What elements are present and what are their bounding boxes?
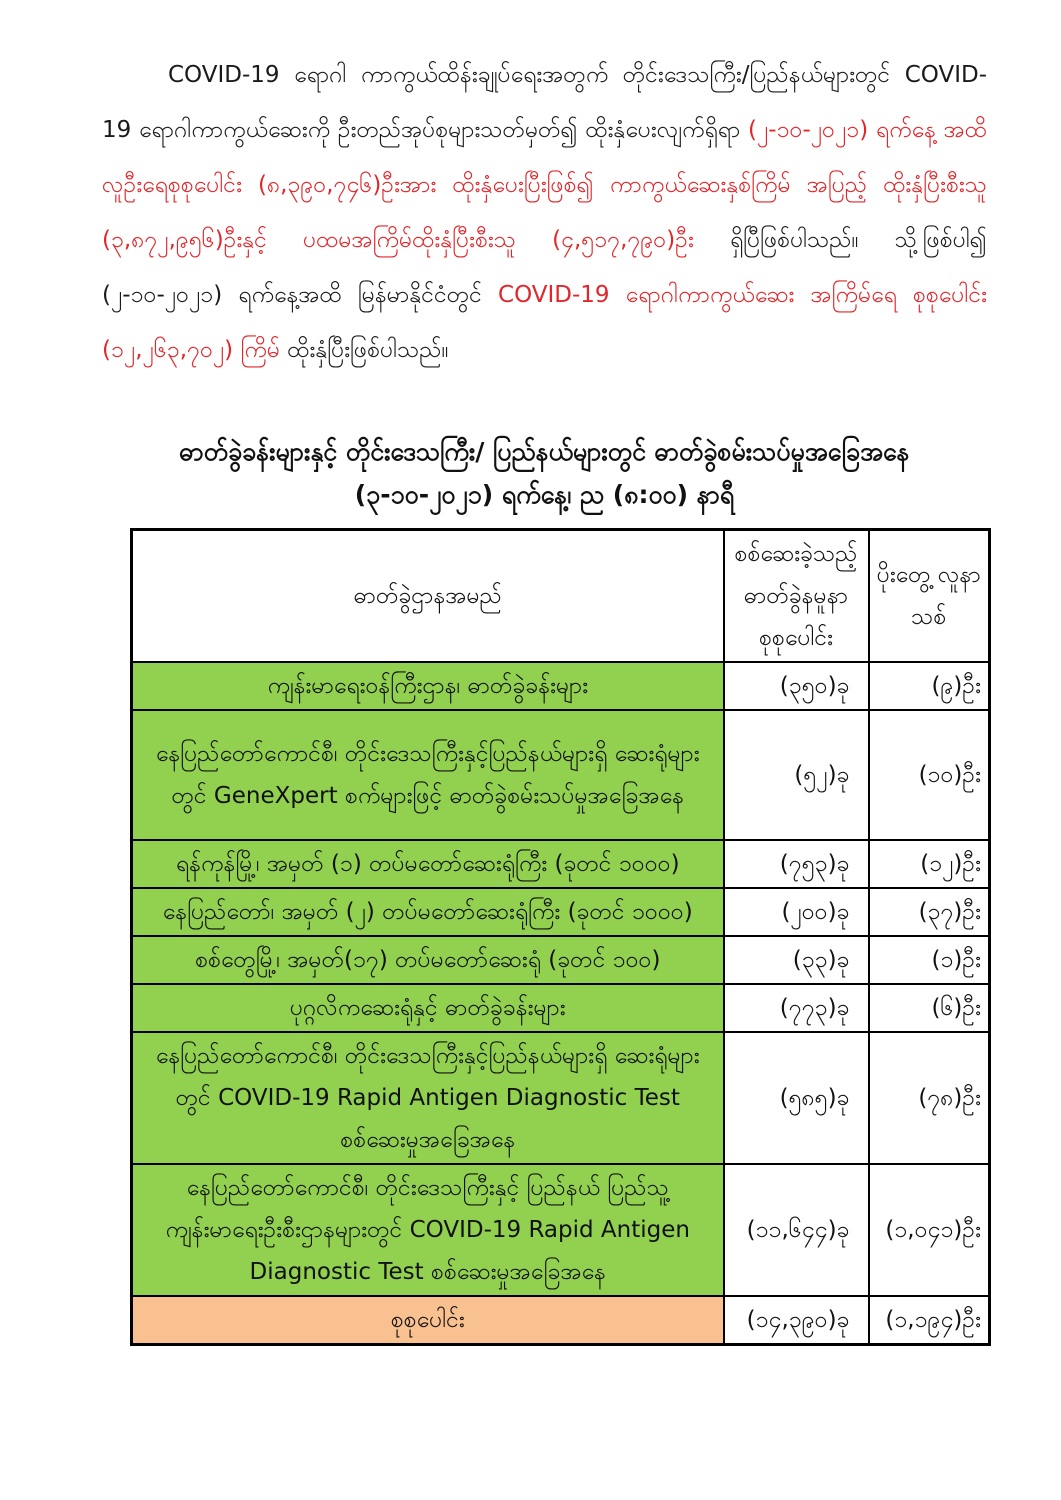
samples-cell: (၃၅၀)ခု bbox=[724, 662, 869, 710]
samples-cell: (၁၁,၆၄၄)ခု bbox=[724, 1164, 869, 1296]
table-header-row bbox=[132, 530, 990, 663]
positives-cell: (၁၀)ဦး bbox=[869, 710, 990, 840]
lab-name-cell: နေပြည်တော်၊ အမှတ် (၂) တပ်မတော်ဆေးရုံကြီး (ခုတင် ၁၀၀၀) bbox=[132, 888, 724, 936]
samples-cell: (၅၈၅)ခု bbox=[724, 1032, 869, 1164]
total-positives-cell: (၁,၁၉၄)ဦး bbox=[869, 1296, 990, 1345]
positives-cell: (၁)ဦး bbox=[869, 936, 990, 984]
table-row bbox=[132, 1032, 990, 1164]
table-row bbox=[132, 888, 990, 936]
lab-name-cell: နေပြည်တော်ကောင်စီ၊ တိုင်းဒေသကြီးနှင့် ပြည်နယ် ပြည်သူ့ကျန်းမာရေးဦးစီးဌာနများတွင် COVID-19 Rapid Antigen Diagnostic Test စစ်ဆေးမှုအခြေအနေ bbox=[132, 1164, 724, 1296]
samples-cell: (၅၂)ခု bbox=[724, 710, 869, 840]
table-row bbox=[132, 1164, 990, 1296]
intro-paragraph bbox=[102, 48, 987, 378]
lab-name-cell: ပုဂ္ဂလိကဆေးရုံနှင့် ဓာတ်ခွဲခန်းများ bbox=[132, 984, 724, 1032]
samples-cell: (၇၅၃)ခု bbox=[724, 840, 869, 888]
table-row bbox=[132, 710, 990, 840]
positives-cell: (၇၈)ဦး bbox=[869, 1032, 990, 1164]
total-samples-cell: (၁၄,၃၉၀)ခု bbox=[724, 1296, 869, 1345]
lab-testing-table bbox=[130, 528, 991, 1346]
samples-cell: (၃၃)ခု bbox=[724, 936, 869, 984]
intro-segment-1: COVID-19 ရောဂါ ကာကွယ်ထိန်းချုပ်ရေးအတွက် တိုင်းဒေသကြီး/ပြည်နယ်များတွင် COVID-19 ရောဂါကာကွယ်ဆေးကို ဦးတည်အုပ်စုများသတ်မှတ်၍ ထိုးနှံပေးလျက်ရှိရာ bbox=[102, 62, 987, 143]
lab-name-cell: ကျန်းမာရေးဝန်ကြီးဌာန၊ ဓာတ်ခွဲခန်းများ bbox=[132, 662, 724, 710]
lab-name-cell: ရန်ကုန်မြို့၊ အမှတ် (၁) တပ်မတော်ဆေးရုံကြီး (ခုတင် ၁၀၀၀) bbox=[132, 840, 724, 888]
positives-cell: (၉)ဦး bbox=[869, 662, 990, 710]
intro-segment-4: COVID-19 ရောဂါကာကွယ်ဆေး အကြိမ်ရေ စုစုပေါင်း (၁၂,၂၆၃,၇၀၂) ကြိမ် bbox=[102, 282, 987, 363]
header-total-samples: စစ်ဆေးခဲ့သည့် ဓာတ်ခွဲနမူနာ စုစုပေါင်း bbox=[724, 530, 869, 663]
samples-cell: (၇၇၃)ခု bbox=[724, 984, 869, 1032]
header-lab-name: ဓာတ်ခွဲဌာနအမည် bbox=[132, 530, 724, 663]
samples-cell: (၂၀၀)ခု bbox=[724, 888, 869, 936]
positives-cell: (၁၂)ဦး bbox=[869, 840, 990, 888]
table-title-line2: (၃-၁၀-၂၀၂၁) ရက်နေ့၊ ည (၈:၀၀) နာရီ bbox=[354, 480, 735, 509]
intro-segment-2: (၂-၁၀-၂၀၂၁) ရက်နေ့ အထိ လူဦးရေစုစုပေါင်း (၈,၃၉၀,၇၄၆)ဦးအား ထိုးနှံပေးပြီးဖြစ်၍ ကာကွယ်ဆေးနှစ်ကြိမ် အပြည့် ထိုးနှံပြီးစီးသူ (၃,၈၇၂,၉၅၆)ဦးနှင့် ပထမအကြိမ်ထိုးနှံပြီးစီးသူ (၄,၅၁၇,၇၉၀)ဦး bbox=[102, 117, 988, 253]
lab-name-cell: နေပြည်တော်ကောင်စီ၊ တိုင်းဒေသကြီးနှင့်ပြည်နယ်များရှိ ဆေးရုံများတွင် COVID-19 Rapid Antigen Diagnostic Test စစ်ဆေးမှုအခြေအနေ bbox=[132, 1032, 724, 1164]
lab-name-cell: နေပြည်တော်ကောင်စီ၊ တိုင်းဒေသကြီးနှင့်ပြည်နယ်များရှိ ဆေးရုံများတွင် GeneXpert စက်များဖြင့် ဓာတ်ခွဲစမ်းသပ်မှုအခြေအနေ bbox=[132, 710, 724, 840]
table-title-line1: ဓာတ်ခွဲခန်းများနှင့် တိုင်းဒေသကြီး/ ပြည်နယ်များတွင် ဓာတ်ခွဲစမ်းသပ်မှုအခြေအနေ bbox=[179, 437, 910, 466]
positives-cell: (၆)ဦး bbox=[869, 984, 990, 1032]
intro-segment-5: ထိုးနှံပြီးဖြစ်ပါသည်။ bbox=[287, 337, 449, 363]
table-title bbox=[102, 430, 987, 516]
positives-cell: (၁,၀၄၁)ဦး bbox=[869, 1164, 990, 1296]
positives-cell: (၃၇)ဦး bbox=[869, 888, 990, 936]
table-total-row bbox=[132, 1296, 990, 1345]
table-row bbox=[132, 936, 990, 984]
table-row bbox=[132, 840, 990, 888]
lab-name-cell: စစ်တွေမြို့၊ အမှတ်(၁၇) တပ်မတော်ဆေးရုံ (ခုတင် ၁၀၀) bbox=[132, 936, 724, 984]
table-row bbox=[132, 662, 990, 710]
intro-segment-3: ရှိပြီဖြစ်ပါသည်။ သို့ဖြစ်ပါ၍ (၂-၁၀-၂၀၂၁) ရက်နေ့အထိ မြန်မာနိုင်ငံတွင် bbox=[102, 227, 988, 308]
total-label-cell: စုစုပေါင်း bbox=[132, 1296, 724, 1345]
table-row bbox=[132, 984, 990, 1032]
header-new-positives: ပိုးတွေ့ လူနာသစ် bbox=[869, 530, 990, 663]
